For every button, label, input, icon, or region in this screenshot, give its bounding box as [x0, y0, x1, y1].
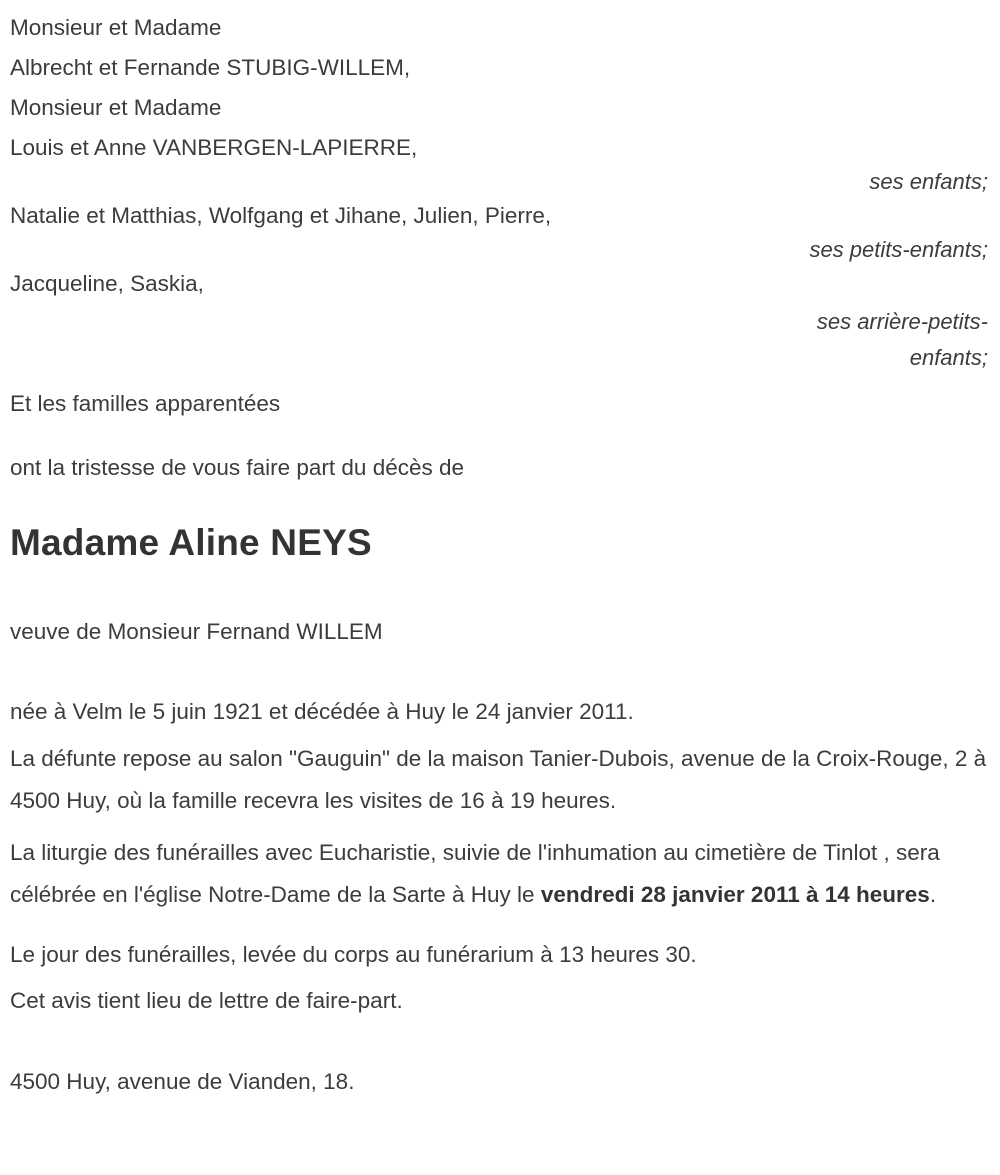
- funeral-paragraph-prefix: La liturgie des funérailles avec Eucharistie, suivie de l'inhumation au cimetière de Tinlot , sera célébrée en l'église Notre-Dame de la Sarte à Huy le: [10, 840, 940, 907]
- funeral-home-address-line: 4500 Huy, avenue de Vianden, 18.: [10, 1069, 355, 1094]
- repose-paragraph: La défunte repose au salon "Gauguin" de la maison Tanier-Dubois, avenue de la Croix-Rouge, 2 à 4500 Huy, où la famille recevra les visites de 16 à 19 heures.: [10, 746, 987, 813]
- funeral-date-bold: vendredi 28 janvier 2011 à 14 heures: [540, 882, 930, 907]
- announcement-intro-line: ont la tristesse de vous faire part du décès de: [10, 455, 465, 480]
- relation-label-grandchildren: ses petits-enfants;: [809, 237, 988, 262]
- deceased-name-title: Madame Aline NEYS: [10, 522, 372, 563]
- great-grandchildren-names: Jacqueline, Saskia,: [10, 271, 204, 296]
- family-line: Monsieur et Madame: [10, 95, 222, 120]
- relation-label-great-grandchildren: ses arrière-petits-enfants;: [816, 309, 988, 370]
- family-line: Albrecht et Fernande STUBIG-WILLEM,: [10, 55, 411, 80]
- faire-part-notice-line: Cet avis tient lieu de lettre de faire-part.: [10, 988, 403, 1013]
- grandchildren-names: Natalie et Matthias, Wolfgang et Jihane, Julien, Pierre,: [10, 203, 552, 228]
- widow-line: veuve de Monsieur Fernand WILLEM: [10, 619, 383, 644]
- birth-death-line: née à Velm le 5 juin 1921 et décédée à Huy le 24 janvier 2011.: [10, 699, 634, 724]
- family-line: Monsieur et Madame: [10, 15, 222, 40]
- relation-label-children: ses enfants;: [869, 169, 988, 194]
- funeral-paragraph-suffix: .: [929, 882, 937, 907]
- funeral-paragraph: [10, 832, 988, 916]
- related-families-line: Et les familles apparentées: [10, 391, 281, 416]
- family-line: Louis et Anne VANBERGEN-LAPIERRE,: [10, 135, 418, 160]
- levee-du-corps-line: Le jour des funérailles, levée du corps au funérarium à 13 heures 30.: [10, 942, 697, 967]
